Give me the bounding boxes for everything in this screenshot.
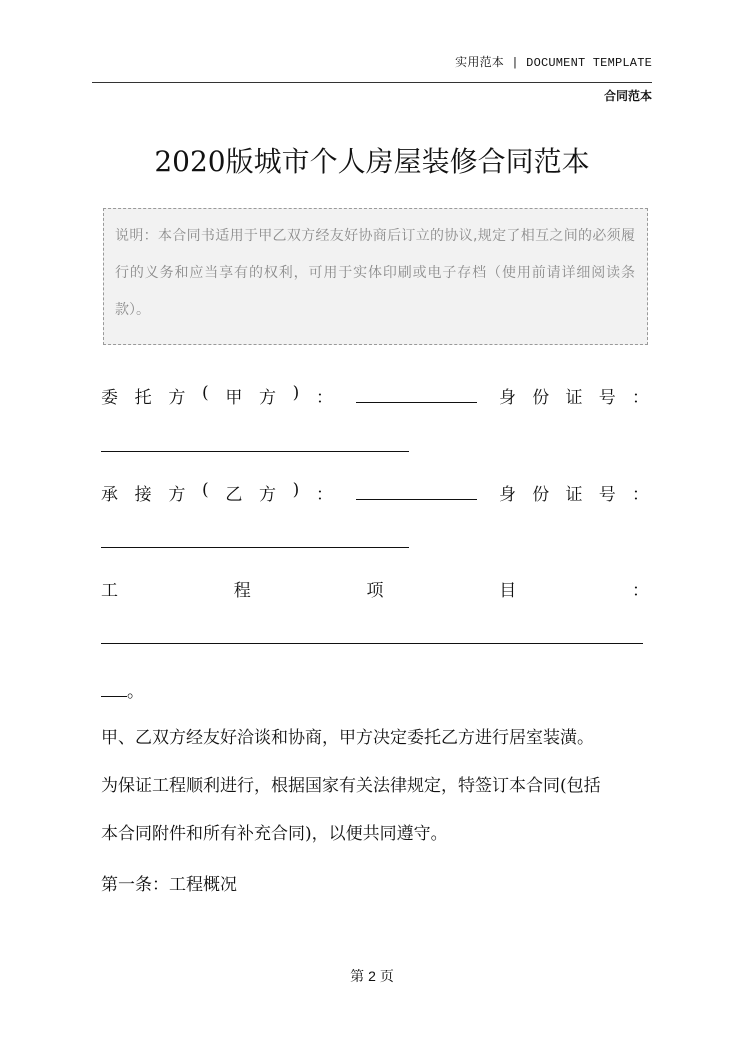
project-field-row (101, 576, 649, 601)
project-name-blank[interactable] (101, 643, 643, 644)
contractor-label-char: 承 (101, 485, 118, 505)
id-label-char: 身 (499, 388, 516, 408)
contractor-label-char: ： (315, 485, 333, 505)
page-footer (0, 966, 744, 986)
client-label-char: ： (315, 388, 333, 408)
contractor-label (101, 480, 333, 505)
header-sub-label: 合同范本 (603, 89, 652, 103)
client-label-char: 方 (259, 388, 276, 408)
client-label-char: 甲 (225, 388, 243, 408)
id-label-char: 份 (532, 388, 550, 408)
section-heading-1: 第一条：工程概况 (101, 875, 237, 895)
project-label-char: 工 (101, 581, 118, 601)
paragraph-2: 为保证工程顺利进行，根据国家有关法律规定，特签订本合同(包括 (101, 776, 601, 796)
client-id-blank[interactable] (101, 451, 409, 452)
document-title: 2020版城市个人房屋装修合同范本 (154, 145, 590, 178)
header-divider (92, 82, 652, 83)
client-label-char: ) (292, 383, 300, 403)
id-label-char: ： (632, 388, 649, 408)
project-label-char: 目 (499, 581, 517, 601)
id-label-char: ： (632, 485, 649, 505)
paragraph-1: 甲、乙双方经友好洽谈和协商，甲方决定委托乙方进行居室装潢。 (101, 728, 594, 748)
paragraph-3: 本合同附件和所有补充合同)，以便共同遵守。 (101, 824, 448, 844)
contractor-label-char: 方 (168, 485, 186, 505)
project-label-char: ： (632, 581, 649, 601)
client-label-char: 托 (134, 388, 152, 408)
project-label-char: 项 (366, 581, 384, 601)
contractor-label-char: 接 (134, 485, 152, 505)
client-label (101, 383, 333, 408)
client-name-blank[interactable] (356, 402, 477, 403)
header-top-label: 实用范本 | DOCUMENT TEMPLATE (455, 56, 652, 70)
footer-suffix: 页 (379, 969, 394, 985)
client-field-row (101, 383, 649, 408)
client-label-char: 方 (168, 388, 186, 408)
contractor-label-char: 方 (259, 485, 276, 505)
client-id-label (499, 383, 649, 408)
id-label-char: 证 (565, 388, 583, 408)
contractor-label-char: ( (202, 480, 209, 500)
id-label-char: 号 (598, 485, 616, 505)
id-label-char: 份 (532, 485, 550, 505)
id-label-char: 证 (565, 485, 583, 505)
contractor-id-label (499, 480, 649, 505)
client-label-char: 委 (101, 388, 118, 408)
id-label-char: 身 (499, 485, 516, 505)
page-number: 2 (368, 968, 376, 984)
project-label-char: 程 (233, 581, 251, 601)
project-tail-row (101, 677, 649, 702)
note-text: 说明：本合同书适用于甲乙双方经友好协商后订立的协议,规定了相互之间的必须履行的义务和应当享有的权利，可用于实体印刷或电子存档（使用前请详细阅读条款）。 (115, 228, 635, 318)
contractor-id-blank[interactable] (101, 547, 409, 548)
contractor-label-char: ) (292, 480, 300, 500)
contractor-field-row (101, 480, 649, 505)
contractor-name-blank[interactable] (356, 499, 477, 500)
client-label-char: ( (202, 383, 209, 403)
note-box (103, 208, 648, 345)
id-label-char: 号 (598, 388, 616, 408)
project-name-blank-tail[interactable] (101, 696, 127, 697)
project-tail-punct: 。 (127, 682, 144, 702)
contractor-label-char: 乙 (225, 485, 243, 505)
footer-prefix: 第 (350, 969, 365, 985)
